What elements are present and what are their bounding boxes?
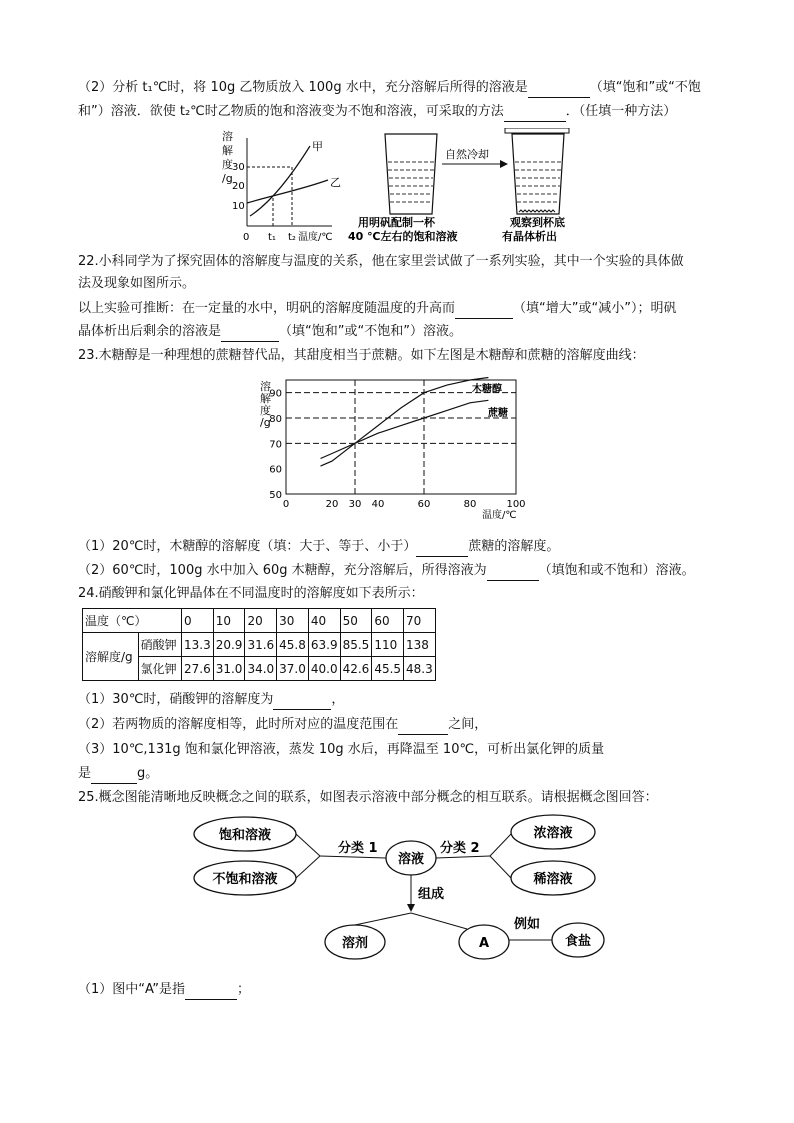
fig1-ylabel-2: 解 bbox=[222, 144, 233, 157]
edge-class1: 分类 1 bbox=[338, 841, 378, 856]
q22-line1: 22.小科同学为了探究固体的溶解度与温度的关系，他在家里尝试做了一系列实验，其中一个实验的具体做 bbox=[78, 254, 684, 269]
fig1-ylabel-1: 溶 bbox=[222, 130, 233, 143]
edge-example: 例如 bbox=[514, 917, 541, 932]
table-cell: 138 bbox=[404, 633, 436, 657]
y-tick-label: 80 bbox=[269, 414, 282, 425]
caption-right-1: 观察到杯底 bbox=[510, 216, 565, 229]
header-cell: 30 bbox=[277, 609, 309, 633]
fig1-xtick-0: 0 bbox=[243, 232, 250, 243]
edge-compose: 组成 bbox=[418, 887, 445, 902]
curve-yi bbox=[247, 180, 328, 203]
table-cell: 45.5 bbox=[372, 657, 404, 681]
table-cell: 20.9 bbox=[213, 633, 245, 657]
header-temp: 温度（℃） bbox=[83, 609, 182, 633]
x-tick-label: 30 bbox=[348, 499, 362, 510]
header-cell: 50 bbox=[340, 609, 372, 633]
edge-class2: 分类 2 bbox=[440, 841, 480, 856]
header-cell: 40 bbox=[308, 609, 340, 633]
y-tick-label: 70 bbox=[269, 439, 282, 451]
header-cell: 10 bbox=[213, 609, 245, 633]
fig1-ylabel-3: 度 bbox=[222, 158, 233, 171]
solubility-table bbox=[82, 608, 436, 681]
chart-frame bbox=[286, 380, 516, 494]
prev-q2-line1: （2）分析 t₁℃时，将 10g 乙物质放入 100g 水中，充分溶解后所得的溶液是 （填“饱和”或“不饱 bbox=[78, 78, 701, 98]
fig1-xtick-t1: t₁ bbox=[268, 232, 276, 243]
legend-xylitol: 木糖醇 bbox=[472, 384, 502, 395]
caption-right-2: 有晶体析出 bbox=[502, 230, 557, 243]
answer-blank[interactable] bbox=[487, 566, 539, 581]
prev-q2-line2: 和”）溶液．欲使 t₂℃时乙物质的饱和溶液变为不饱和溶液，可采取的方法 ．（任填一种方法） bbox=[78, 102, 676, 122]
header-cell: 0 bbox=[182, 609, 214, 633]
node-salt-label: 食盐 bbox=[564, 934, 592, 949]
y-tick-label: 60 bbox=[269, 464, 282, 476]
x-tick-label: 0 bbox=[282, 499, 290, 510]
q24-q1: （1）30℃时，硝酸钾的溶解度为 ， bbox=[78, 690, 344, 710]
fig1-ylabel-4: /g bbox=[222, 172, 233, 185]
header-cell: 70 bbox=[404, 609, 436, 633]
table-cell: 48.3 bbox=[404, 657, 436, 681]
table-cell: 110 bbox=[372, 633, 404, 657]
row-label: 硝酸钾 bbox=[138, 633, 181, 657]
q23-q1: （1）20℃时，木糖醇的溶解度（填：大于、等于、小于） 蔗糖的溶解度。 bbox=[78, 537, 559, 557]
table-cell: 63.9 bbox=[308, 633, 340, 657]
table-cell: 45.8 bbox=[277, 633, 309, 657]
q24-q2: （2）若两物质的溶解度相等，此时所对应的温度范围在 之间， bbox=[78, 715, 487, 735]
x-tick-label: 20 bbox=[325, 499, 339, 510]
figure-solubility-beakers bbox=[210, 128, 590, 246]
node-unsaturated-label: 不饱和溶液 bbox=[212, 872, 278, 887]
chart-ylabel-2: 解 bbox=[260, 392, 271, 405]
caption-left-2: 40 ℃左右的饱和溶液 bbox=[348, 230, 458, 243]
concept-map bbox=[190, 812, 620, 972]
series-line-xylitol bbox=[321, 378, 489, 467]
xylitol-sucrose-chart bbox=[250, 372, 540, 530]
fig1-ytick-30: 30 bbox=[232, 162, 245, 173]
arrow-label-cooling: 自然冷却 bbox=[445, 148, 489, 161]
table-cell: 40.0 bbox=[308, 657, 340, 681]
q23-intro: 23.木糖醇是一种理想的蔗糖替代品，其甜度相当于蔗糖。如下左图是木糖醇和蔗糖的溶解度曲线： bbox=[78, 348, 645, 363]
chart-xlabel: 温度/℃ bbox=[482, 510, 517, 521]
row-group-label: 溶解度/g bbox=[83, 633, 139, 681]
x-tick-label: 60 bbox=[417, 499, 431, 510]
answer-blank[interactable] bbox=[504, 107, 566, 122]
q22-line2: 法及现象如图所示。 bbox=[78, 276, 196, 291]
table-header-row bbox=[83, 609, 436, 633]
node-dilute-label: 稀溶液 bbox=[533, 872, 573, 887]
fig1-xlabel: 温度/℃ bbox=[298, 232, 333, 243]
label-jia: 甲 bbox=[312, 140, 323, 153]
node-a-label: A bbox=[478, 936, 490, 951]
x-tick-label: 40 bbox=[371, 499, 385, 510]
table-cell: 34.0 bbox=[245, 657, 277, 681]
q24-q3-cont: 是 g。 bbox=[78, 764, 158, 784]
q25-intro: 25.概念图能清晰地反映概念之间的联系，如图表示溶液中部分概念的相互联系。请根据概念图回答： bbox=[78, 790, 658, 805]
q24-intro: 24.硝酸钾和氯化钾晶体在不同温度时的溶解度如下表所示： bbox=[78, 586, 424, 601]
chart-ylabel-1: 溶 bbox=[260, 380, 271, 393]
row-label: 氯化钾 bbox=[138, 657, 181, 681]
fig1-ytick-20: 20 bbox=[232, 181, 245, 192]
answer-blank[interactable] bbox=[455, 304, 513, 319]
x-tick-label: 100 bbox=[506, 499, 526, 510]
legend-sucrose: 蔗糖 bbox=[488, 408, 508, 419]
q24-q3: （3）10℃,131g 饱和氯化钾溶液，蒸发 10g 水后，再降温至 10℃，可析出氯化钾的质量 bbox=[78, 742, 605, 757]
table-cell: 27.6 bbox=[182, 657, 214, 681]
header-cell: 60 bbox=[372, 609, 404, 633]
answer-blank[interactable] bbox=[221, 327, 279, 342]
table-cell: 37.0 bbox=[277, 657, 309, 681]
label-yi: 乙 bbox=[330, 176, 341, 189]
table-cell: 85.5 bbox=[340, 633, 372, 657]
y-tick-label: 90 bbox=[269, 388, 282, 400]
fig1-ytick-10: 10 bbox=[232, 201, 245, 212]
answer-blank[interactable] bbox=[528, 83, 590, 98]
chart-ylabel-3: 度 bbox=[260, 404, 271, 417]
header-cell: 20 bbox=[245, 609, 277, 633]
answer-blank[interactable] bbox=[91, 769, 137, 784]
x-tick-label: 80 bbox=[463, 499, 477, 510]
answer-blank[interactable] bbox=[185, 985, 237, 1000]
answer-blank[interactable] bbox=[273, 695, 331, 710]
table-cell: 31.0 bbox=[213, 657, 245, 681]
beaker-left bbox=[385, 134, 437, 214]
answer-blank[interactable] bbox=[398, 720, 448, 735]
node-concentrated-label: 浓溶液 bbox=[533, 826, 573, 841]
table-cell: 42.6 bbox=[340, 657, 372, 681]
node-saturated-label: 饱和溶液 bbox=[218, 828, 272, 843]
table-cell: 13.3 bbox=[182, 633, 214, 657]
node-solution-label: 溶液 bbox=[397, 852, 425, 867]
fig1-xtick-t2: t₂ bbox=[288, 232, 296, 243]
q22-line4: 晶体析出后剩余的溶液是 （填“饱和”或“不饱和”）溶液。 bbox=[78, 322, 462, 342]
answer-blank[interactable] bbox=[416, 542, 468, 557]
q22-line3: 以上实验可推断：在一定量的水中，明矾的溶解度随温度的升高而 （填“增大”或“减小”）；明矾 bbox=[78, 299, 676, 319]
table-row bbox=[83, 633, 436, 657]
y-tick-label: 50 bbox=[269, 490, 282, 501]
chart-ylabel-4: /g bbox=[260, 416, 271, 429]
beaker-right bbox=[505, 128, 569, 214]
q23-q2: （2）60℃时，100g 水中加入 60g 木糖醇，充分溶解后，所得溶液为 （填饱和或不饱和）溶液。 bbox=[78, 561, 695, 581]
node-solvent-label: 溶剂 bbox=[341, 936, 369, 951]
table-cell: 31.6 bbox=[245, 633, 277, 657]
caption-left-1: 用明矾配制一杯 bbox=[358, 216, 435, 229]
curve-jia bbox=[250, 146, 310, 216]
q25-q1: （1）图中“A”是指 ； bbox=[78, 980, 250, 1000]
